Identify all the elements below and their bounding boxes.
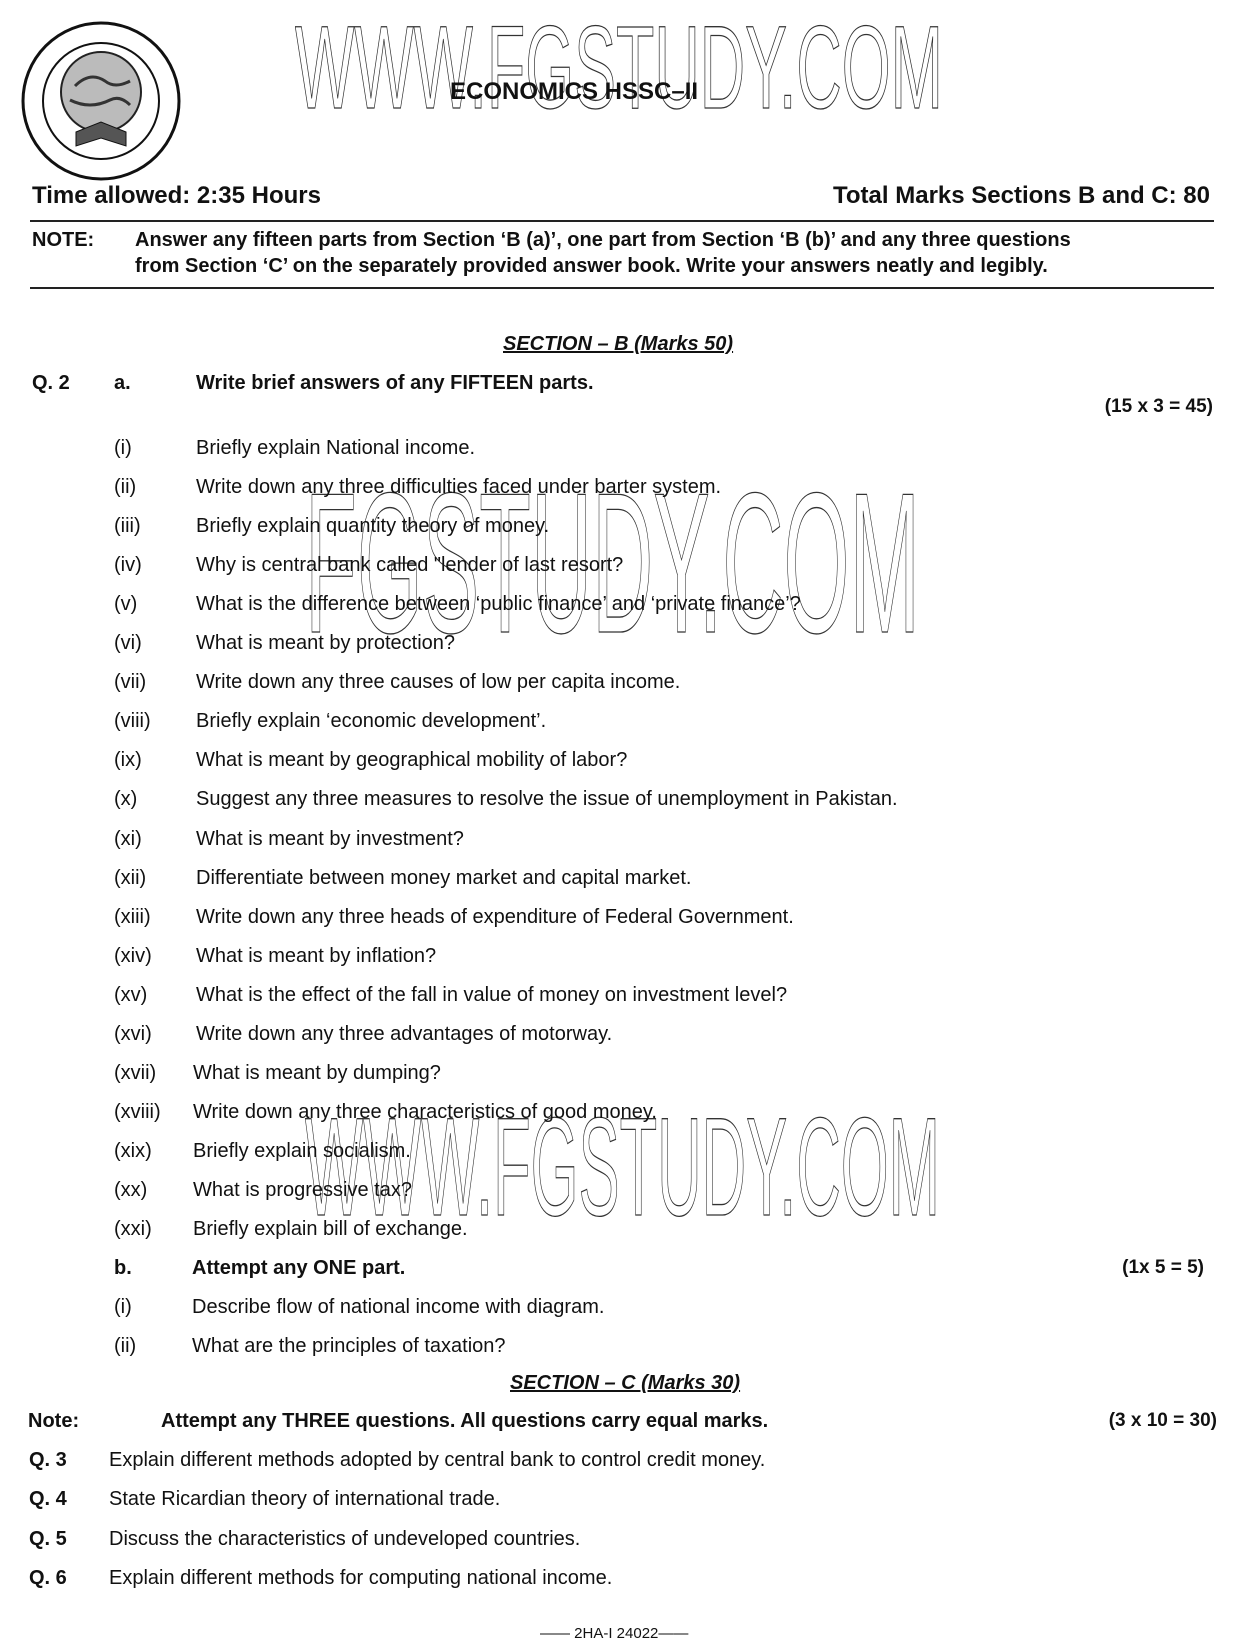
question-text: Briefly explain bill of exchange. bbox=[193, 1218, 468, 1240]
part-number: (vii) bbox=[114, 671, 147, 694]
part-number: (ii) bbox=[114, 476, 137, 499]
part-number: (xii) bbox=[114, 866, 147, 889]
note-line-1: Answer any fifteen parts from Section ‘B (a)’, one part from Section ‘B (b)’ and any three questions bbox=[135, 229, 1071, 251]
question-text: Briefly explain ‘economic development’. bbox=[196, 710, 547, 733]
part-a-label: a. bbox=[114, 372, 131, 394]
section-c-note-text: Attempt any THREE questions. All questions carry equal marks. bbox=[161, 1410, 769, 1432]
board-seal-logo bbox=[20, 20, 182, 182]
question-text: Explain different methods adopted by central bank to control credit money. bbox=[109, 1449, 766, 1471]
section-c-title: SECTION – C (Marks 30) bbox=[510, 1372, 741, 1394]
question-text: Write down any three heads of expenditure of Federal Government. bbox=[196, 905, 794, 928]
question-text: Suggest any three measures to resolve the issue of unemployment in Pakistan. bbox=[196, 788, 898, 811]
question-number: Q. 2 bbox=[32, 372, 70, 394]
svg-text:WWW.FGSTUDY.COM: WWW.FGSTUDY.COM bbox=[305, 1088, 940, 1220]
question-text: State Ricardian theory of international trade. bbox=[109, 1488, 501, 1511]
part-number: (xvi) bbox=[114, 1022, 152, 1045]
question-text: Write down any three causes of low per capita income. bbox=[196, 671, 681, 694]
question-text: Discuss the characteristics of undeveloped countries. bbox=[109, 1527, 581, 1550]
question-number: Q. 3 bbox=[29, 1449, 67, 1471]
part-number: (ii) bbox=[114, 1335, 137, 1357]
part-number: (xv) bbox=[114, 983, 148, 1006]
section-b-title: SECTION – B (Marks 50) bbox=[503, 333, 734, 355]
part-number: (i) bbox=[114, 437, 132, 459]
exam-title: ECONOMICS HSSC–II bbox=[450, 78, 699, 105]
part-number: (xviii) bbox=[114, 1100, 161, 1123]
part-number: (xxi) bbox=[114, 1218, 152, 1240]
question-text: Differentiate between money market and capital market. bbox=[196, 866, 692, 889]
part-b-instruction: Attempt any ONE part. bbox=[192, 1257, 406, 1279]
part-number: (xi) bbox=[114, 827, 142, 850]
part-number: (xx) bbox=[114, 1178, 148, 1201]
part-number: (vi) bbox=[114, 632, 142, 655]
svg-text:WWW.FGSTUDY.COM: WWW.FGSTUDY.COM bbox=[295, 2, 943, 112]
part-b-label: b. bbox=[114, 1257, 132, 1279]
question-number: Q. 6 bbox=[29, 1566, 67, 1589]
question-text: Describe flow of national income with diagram. bbox=[192, 1296, 605, 1318]
question-text: What is the difference between ‘public finance’ and ‘private finance’? bbox=[196, 593, 801, 616]
question-text: Why is central bank called "lender of last resort? bbox=[196, 554, 624, 577]
part-number: (xix) bbox=[114, 1139, 152, 1162]
question-text: Explain different methods for computing national income. bbox=[109, 1566, 613, 1589]
question-text: Write down any three advantages of motorway. bbox=[196, 1022, 613, 1045]
part-number: (x) bbox=[114, 788, 138, 811]
svg-text:FGSTUDY.COM: FGSTUDY.COM bbox=[305, 452, 920, 640]
question-text: What is meant by inflation? bbox=[196, 944, 437, 967]
section-c-note-label: Note: bbox=[28, 1410, 80, 1432]
part-number: (v) bbox=[114, 593, 138, 616]
question-text: What is meant by protection? bbox=[196, 632, 456, 655]
question-number: Q. 4 bbox=[29, 1488, 67, 1511]
question-text: What is meant by geographical mobility of labor? bbox=[196, 749, 628, 772]
part-number: (xiv) bbox=[114, 944, 152, 967]
question-text: What is progressive tax? bbox=[193, 1178, 412, 1201]
part-number: (ix) bbox=[114, 749, 142, 772]
part-number: (i) bbox=[114, 1296, 132, 1318]
question-text: Briefly explain quantity theory of money. bbox=[196, 515, 550, 538]
total-marks: Total Marks Sections B and C: 80 bbox=[833, 182, 1210, 209]
time-allowed: Time allowed: 2:35 Hours bbox=[32, 182, 321, 209]
part-a-marks: (15 x 3 = 45) bbox=[1104, 396, 1213, 417]
divider bbox=[30, 220, 1214, 222]
part-number: (viii) bbox=[114, 710, 151, 733]
question-text: Briefly explain socialism. bbox=[193, 1139, 411, 1162]
part-number: (iii) bbox=[114, 515, 141, 538]
note-label: NOTE: bbox=[32, 229, 95, 251]
paper-code: —— 2HA-I 24022—— bbox=[540, 1625, 689, 1642]
part-b-marks: (1x 5 = 5) bbox=[1122, 1257, 1204, 1278]
divider bbox=[30, 287, 1214, 289]
question-text: What is meant by investment? bbox=[196, 827, 464, 850]
question-text: What is the effect of the fall in value of money on investment level? bbox=[196, 983, 788, 1006]
question-text: Write down any three characteristics of good money. bbox=[193, 1100, 657, 1123]
part-number: (xvii) bbox=[114, 1061, 157, 1084]
note-line-2: from Section ‘C’ on the separately provided answer book. Write your answers neatly and legibly. bbox=[135, 255, 1048, 277]
question-number: Q. 5 bbox=[29, 1527, 67, 1550]
question-text: Briefly explain National income. bbox=[196, 437, 476, 459]
part-number: (xiii) bbox=[114, 905, 151, 928]
section-c-marks: (3 x 10 = 30) bbox=[1108, 1410, 1217, 1431]
part-a-instruction: Write brief answers of any FIFTEEN parts. bbox=[196, 372, 594, 394]
part-number: (iv) bbox=[114, 554, 142, 577]
question-text: What is meant by dumping? bbox=[193, 1061, 441, 1084]
question-text: Write down any three difficulties faced under barter system. bbox=[196, 476, 722, 499]
question-text: What are the principles of taxation? bbox=[192, 1335, 506, 1357]
